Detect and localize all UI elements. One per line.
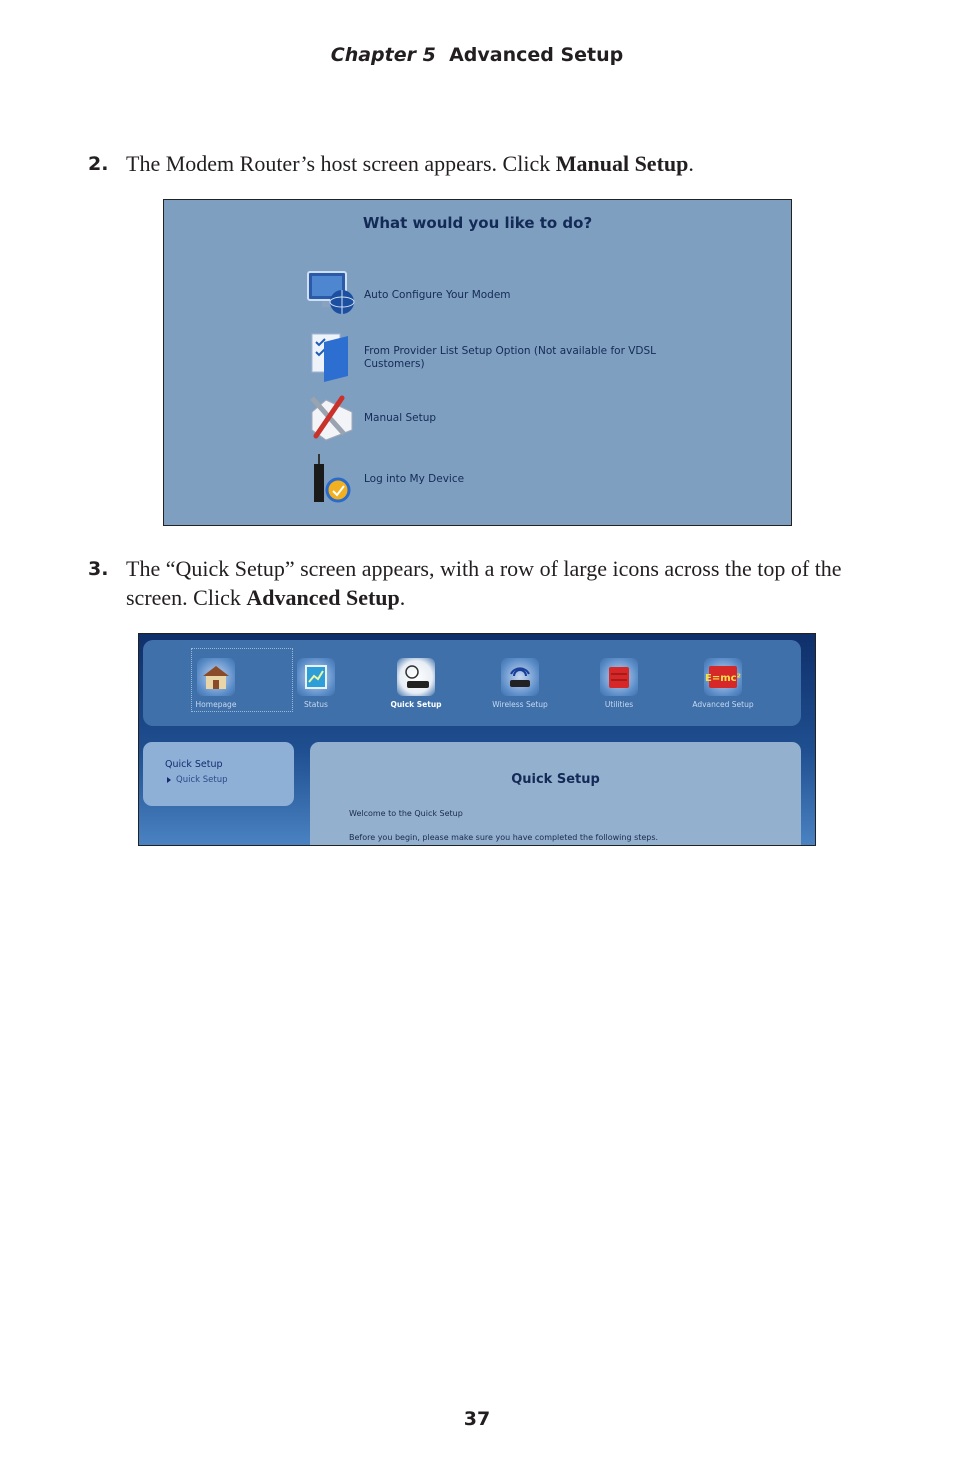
- page-number: 37: [463, 1408, 491, 1430]
- option-provider-list[interactable]: [304, 328, 724, 382]
- tools-icon: [304, 390, 358, 444]
- option-label: Manual Setup: [364, 412, 437, 424]
- nav-homepage[interactable]: [171, 658, 261, 709]
- main-title: Quick Setup: [511, 772, 600, 787]
- nav-label: Homepage: [195, 700, 237, 709]
- svg-text:E=mc²: E=mc²: [705, 673, 741, 684]
- option-auto-configure[interactable]: [304, 266, 724, 320]
- icon-nav-bar: [143, 640, 801, 726]
- instructions-text: Before you begin, please make sure you have completed the following steps.: [349, 833, 659, 842]
- nav-advanced-setup[interactable]: [678, 658, 768, 709]
- option-log-into-device[interactable]: [304, 452, 724, 506]
- nav-label: Advanced Setup: [692, 700, 754, 709]
- nav-utilities[interactable]: [574, 658, 664, 709]
- host-screen-screenshot: [163, 199, 792, 526]
- sidebar-panel: [143, 742, 294, 806]
- nav-quick-setup[interactable]: [371, 658, 461, 709]
- nav-wireless-setup[interactable]: [475, 658, 565, 709]
- triangle-bullet-icon: [167, 777, 171, 783]
- checklist-folder-icon: [304, 328, 358, 382]
- option-label: Log into My Device: [364, 473, 465, 485]
- house-icon: [197, 658, 235, 696]
- running-header: [0, 44, 954, 66]
- nav-status[interactable]: [271, 658, 361, 709]
- toolbox-icon: [600, 658, 638, 696]
- welcome-text: Welcome to the Quick Setup: [349, 809, 463, 818]
- step-2: [88, 149, 858, 178]
- status-icon: [297, 658, 335, 696]
- emc2-icon: [704, 658, 742, 696]
- step-number: 2.: [88, 153, 109, 175]
- step-bold: Advanced Setup: [246, 585, 400, 610]
- chapter-label: Chapter 5: [330, 44, 436, 66]
- step-text-after: .: [688, 151, 694, 176]
- option-label: Auto Configure Your Modem: [364, 289, 511, 301]
- option-label: From Provider List Setup Option (Not available for VDSL Customers): [364, 345, 657, 370]
- step-text-before: The Modem Router’s host screen appears. Click: [126, 151, 556, 176]
- sidebar-title: Quick Setup: [165, 759, 223, 770]
- step-text-before: The “Quick Setup” screen appears, with a row of large icons across the top of the screen. Click: [126, 556, 842, 610]
- option-manual-setup[interactable]: [304, 390, 724, 444]
- nav-label: Wireless Setup: [492, 700, 548, 709]
- main-panel: [310, 742, 801, 846]
- screen-title: What would you like to do?: [362, 214, 593, 232]
- monitor-globe-icon: [304, 266, 358, 320]
- step-text: [126, 149, 858, 178]
- step-number: 3.: [88, 558, 109, 580]
- chapter-title: Advanced Setup: [449, 44, 624, 66]
- step-bold: Manual Setup: [555, 151, 689, 176]
- nav-label: Utilities: [604, 700, 634, 709]
- quick-setup-screenshot: [138, 633, 816, 846]
- nav-label: Quick Setup: [390, 700, 442, 709]
- sidebar-link-quick-setup[interactable]: Quick Setup: [176, 775, 228, 785]
- step-text-after: .: [399, 585, 406, 610]
- router-icon: [304, 452, 358, 506]
- step-text: [126, 554, 858, 612]
- wireless-router-icon: [501, 658, 539, 696]
- nav-label: Status: [304, 700, 328, 709]
- stopwatch-router-icon: [397, 658, 435, 696]
- step-3: [88, 554, 858, 612]
